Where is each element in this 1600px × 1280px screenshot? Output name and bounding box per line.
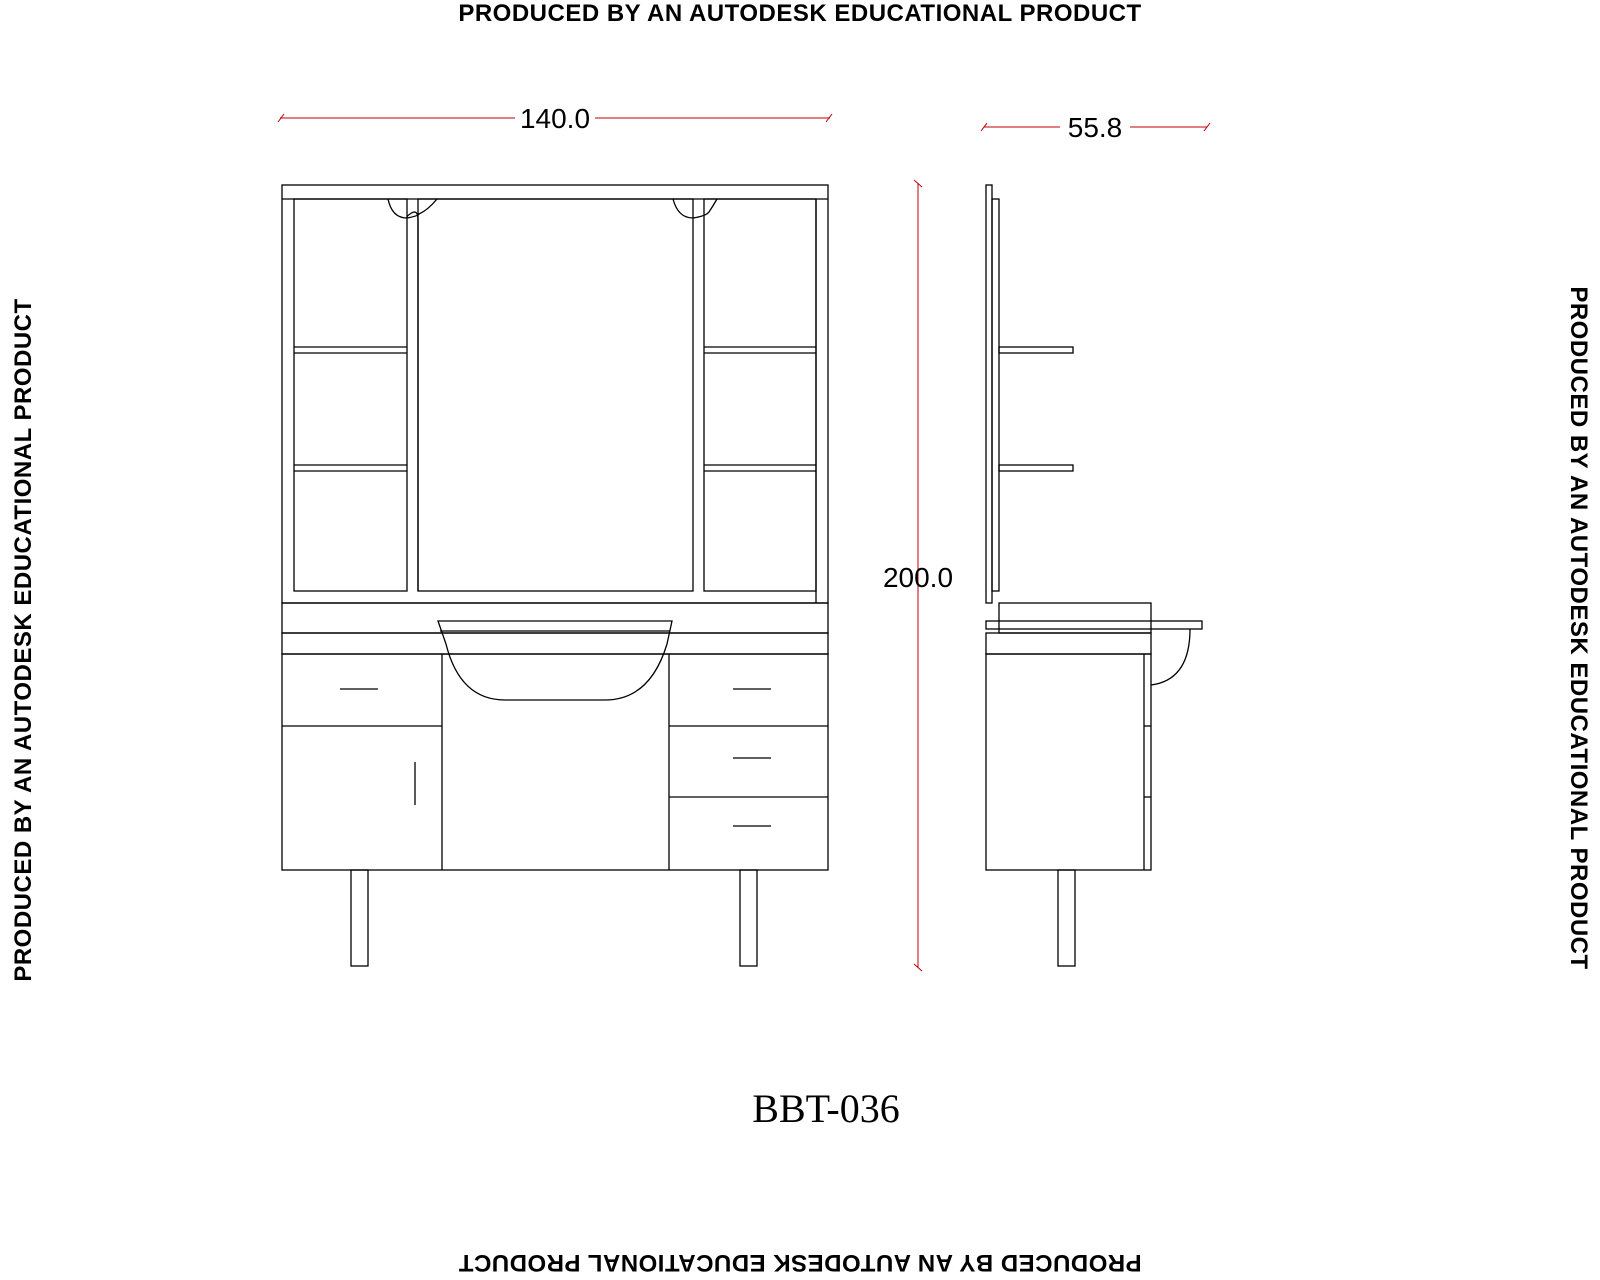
dimension-height-label: 200.0 bbox=[882, 562, 954, 593]
backsplash bbox=[282, 603, 828, 633]
base-cabinet bbox=[282, 654, 828, 870]
side-sink-bowl bbox=[1151, 629, 1190, 685]
front-leg-left bbox=[351, 870, 368, 966]
side-leg bbox=[1058, 870, 1075, 966]
mirror-panel bbox=[388, 199, 717, 591]
dimension-width bbox=[278, 103, 832, 134]
dimension-width-label: 140.0 bbox=[519, 103, 591, 134]
side-elevation bbox=[986, 185, 1202, 966]
dimension-depth-label: 55.8 bbox=[1067, 112, 1123, 143]
side-countertop bbox=[986, 633, 1151, 654]
side-base-cabinet bbox=[986, 654, 1151, 870]
side-shelf bbox=[999, 347, 1073, 353]
watermark-right: PRODUCED BY AN AUTODESK EDUCATIONAL PRODUCT bbox=[1565, 286, 1592, 970]
front-elevation bbox=[282, 185, 828, 966]
left-shelf-column bbox=[294, 199, 407, 591]
countertop bbox=[282, 633, 828, 654]
watermark-top: PRODUCED BY AN AUTODESK EDUCATIONAL PRODUCT bbox=[458, 0, 1142, 27]
dimension-height bbox=[883, 180, 953, 971]
side-sink-rim bbox=[986, 621, 1202, 629]
right-shelf-column bbox=[704, 199, 816, 591]
watermark-left: PRODUCED BY AN AUTODESK EDUCATIONAL PRODUCT bbox=[10, 298, 37, 982]
dimension-depth bbox=[981, 112, 1210, 143]
upper-cabinet-frame bbox=[282, 185, 828, 603]
side-shelf bbox=[999, 465, 1073, 471]
front-leg-right bbox=[740, 870, 757, 966]
model-code: BBT-036 bbox=[752, 1086, 900, 1131]
watermark-bottom: PRODUCED BY AN AUTODESK EDUCATIONAL PRODUCT bbox=[458, 1249, 1142, 1276]
